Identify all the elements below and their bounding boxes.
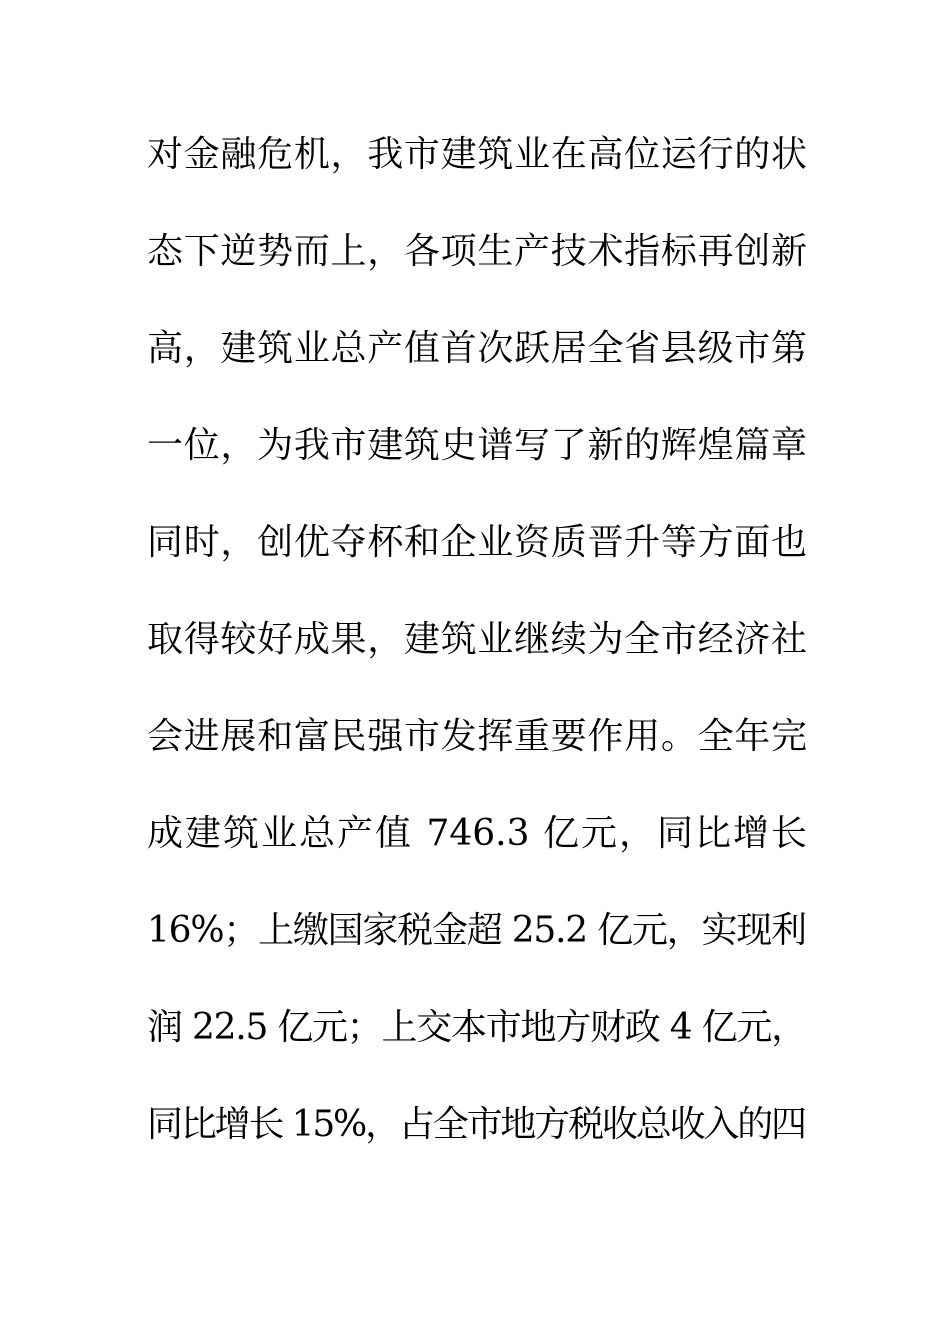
body-text-line: 取得较好成果，建筑业继续为全市经济社 xyxy=(147,619,807,660)
body-text-line: 同比增长 15%，占全市地方税收总收入的四 xyxy=(147,1104,805,1145)
body-text-line: 成建筑业总产值 746.3 亿元，同比增长 xyxy=(147,813,807,854)
body-text-line: 高，建筑业总产值首次跃居全省县级市第 xyxy=(147,328,807,369)
body-text-line: 16%；上缴国家税金超 25.2 亿元，实现利 xyxy=(147,910,806,951)
body-text-line: 同时，创优夺杯和企业资质晋升等方面也 xyxy=(147,522,807,563)
body-text-line: 态下逆势而上，各项生产技术指标再创新 xyxy=(147,231,807,272)
body-text-line: 润 22.5 亿元；上交本市地方财政 4 亿元， xyxy=(147,1007,806,1048)
body-text-line: 会进展和富民强市发挥重要作用。全年完 xyxy=(147,716,807,757)
body-text-line: 一位，为我市建筑史谱写了新的辉煌篇章 xyxy=(147,425,807,466)
body-text-line: 对金融危机，我市建筑业在高位运行的状 xyxy=(147,134,807,175)
